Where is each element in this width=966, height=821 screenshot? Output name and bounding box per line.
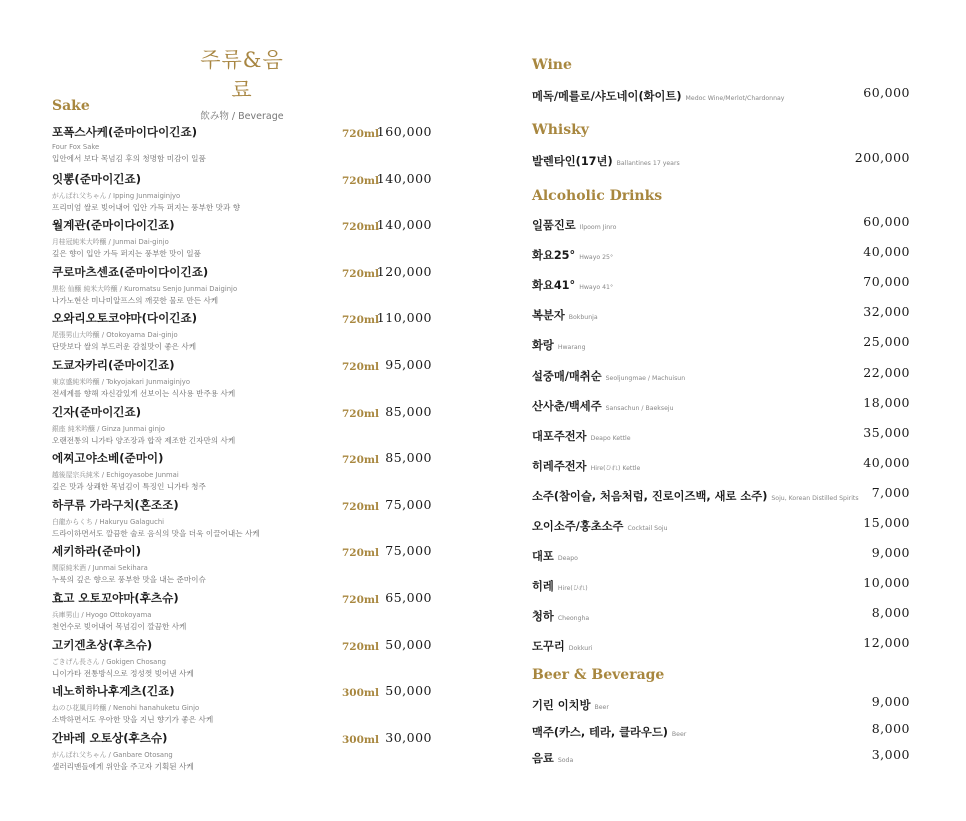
item-label [532,605,910,624]
item-description: 프리미엄 쌀로 빚어내어 입안 가득 퍼지는 풍부한 맛과 향 [52,202,241,212]
item-price: 12,000 [863,635,910,651]
item-japanese-name: 月桂冠純米大吟醸 / Junmai Dai-ginjo [52,238,169,247]
item-name: 하쿠류 가라구치(혼조조) [52,497,179,512]
item-description: 전세계를 향해 자신감있게 선보이는 식사용 반주용 사케 [52,389,236,398]
item-english-name: Hwayo 25° [579,254,614,262]
item-volume: 720ml [342,174,380,187]
item-volume: 720ml [342,314,380,327]
item-name: 청하 [532,610,554,624]
alcoholic-menu-item [532,274,910,292]
alcoholic-menu-item [532,455,910,473]
sake-heading: Sake [52,98,90,114]
item-name: 산사춘/백세주 [532,399,602,413]
item-label [532,425,910,444]
page-title-korean: 주류&음료 [200,48,284,102]
item-volume: 720ml [342,267,380,280]
item-label [532,485,910,504]
item-volume: 720ml [342,547,380,560]
item-english-name: Medoc Wine/Merlot/Chardonnay [685,95,785,102]
item-label [532,334,910,353]
item-price: 70,000 [863,274,910,290]
item-price: 120,000 [376,263,432,279]
sake-menu-item [52,683,432,729]
item-english-name: Bokbunja [568,314,598,322]
beer-menu-item [532,747,910,765]
item-volume: 720ml [342,361,380,373]
sake-menu-item [52,497,432,543]
item-japanese-name: Four Fox Sake [52,143,100,151]
item-label [532,274,910,293]
item-price: 110,000 [376,310,432,326]
item-name: 히레주전자 [532,459,587,473]
item-name: 화랑 [532,339,554,353]
item-english-name: Sansachun / Baekseju [605,404,674,412]
item-label [532,85,910,104]
item-price: 10,000 [863,575,910,591]
item-description: 드라이하면서도 깔끔한 술로 음식의 맛을 더욱 이끌어내는 사케 [52,528,260,538]
item-label [532,244,910,263]
sake-menu-item [52,264,432,310]
item-price: 60,000 [863,214,910,229]
item-english-name: Deapo Kettle [590,434,631,442]
item-price: 40,000 [863,454,910,470]
item-name: 오와리오토코야마(다이긴죠) [52,311,197,326]
item-description: 입안에서 보다 목넘김 후의 청명함 미감이 일품 [52,154,206,163]
item-label [532,365,910,384]
item-name: 오이소주/홍초소주 [532,520,624,533]
item-english-name: Ilpoom Jinro [579,224,617,231]
item-price: 50,000 [385,683,432,699]
item-price: 95,000 [385,357,432,372]
item-english-name: Deapo [557,555,578,563]
item-name: 설중매/매취순 [532,369,602,383]
item-english-name: Ballantines 17 years [616,160,680,167]
item-japanese-name: ねのひ花風月吟醸 / Nenohi hanahuketu Ginjo [52,704,200,713]
item-price: 35,000 [863,424,910,440]
whisky-menu-item [532,150,910,168]
beer-menu-item [532,694,910,712]
item-price: 9,000 [871,694,910,709]
item-japanese-name: ごきげん長さん / Gokigen Chosang [52,657,166,666]
item-name: 네노히하나후게츠(긴죠) [52,684,175,699]
item-japanese-name: 兵庫男山 / Hyogo Ottokoyama [52,611,152,619]
item-name: 잇뽕(준마이긴죠) [52,171,141,186]
item-price: 32,000 [863,304,910,320]
item-name: 도꾸리 [532,640,565,654]
item-japanese-name: 東京盛純米吟醸 / Tokyojakari Junmaiginjyo [52,378,190,386]
item-name: 맥주(카스, 테라, 클라우드) [532,725,668,739]
item-english-name: Seoljungmae / Machuisun [605,374,686,382]
item-label [532,214,910,233]
sake-menu-item [52,637,432,683]
item-name: 에찌고야소베(준마이) [52,451,164,466]
item-name: 일품진로 [532,219,576,232]
item-description: 깊은 향이 입안 가득 퍼지는 풍부한 맛이 일품 [52,249,201,259]
item-price: 8,000 [871,605,910,621]
whisky-heading: Whisky [532,122,589,138]
item-name: 고키겐초상(후츠슈) [52,637,153,652]
sake-menu-item [52,171,432,217]
sake-menu-item [52,543,432,589]
item-price: 25,000 [863,334,910,350]
item-name: 세키하라(준마이) [52,544,141,559]
item-price: 22,000 [863,364,910,380]
item-name: 발렌타인(17년) [532,155,613,168]
alcoholic-menu-item [532,334,910,352]
alcoholic-menu-item [532,365,910,383]
item-name: 쿠로마츠센죠(준마이다이긴죠) [52,264,209,279]
item-description: 단맛보다 쌀의 부드러운 감칠맛이 좋은 사케 [52,342,197,352]
item-label [532,575,910,594]
item-label [532,304,910,323]
item-volume: 720ml [342,594,380,606]
alcoholic-menu-item [532,635,910,653]
item-label [532,635,910,654]
alcoholic-menu-item [532,214,910,232]
item-volume: 720ml [342,128,380,140]
item-price: 85,000 [385,403,432,419]
alcoholic-menu-item [532,575,910,593]
item-name: 간바레 오토상(후츠슈) [52,730,168,745]
item-description: 나가노현산 미나미알프스의 깨끗한 물로 만든 사케 [52,295,219,305]
alcoholic-menu-item [532,395,910,413]
page-title [190,44,294,122]
item-name: 대포주전자 [532,429,587,443]
item-price: 50,000 [385,636,432,652]
item-name: 기린 이치방 [532,699,591,712]
item-japanese-name: 白龍からくち / Hakuryu Galaguchi [52,517,165,526]
item-name: 메독/메를로/샤도네이(화이트) [532,90,682,103]
item-name: 화요41° [532,279,576,293]
item-name: 긴자(준마이긴죠) [52,404,141,419]
item-price: 140,000 [376,217,432,233]
sake-menu-item [52,310,432,356]
item-label [532,395,910,414]
item-label [532,150,910,169]
item-price: 140,000 [376,170,432,186]
item-english-name: Beer [594,704,609,711]
item-name: 포폭스사케(준마이다이긴죠) [52,125,197,139]
item-price: 65,000 [385,590,432,605]
item-japanese-name: 越後屋宗兵純米 / Echigoyasobe Junmai [52,471,179,480]
alcoholic-menu-item [532,605,910,623]
item-description: 오랜전통의 니가타 양조장과 합작 제조한 긴자만의 사케 [52,435,236,445]
sake-menu-item [52,217,432,263]
item-volume: 300ml [342,733,380,746]
item-volume: 720ml [342,407,380,420]
wine-heading: Wine [532,57,572,73]
item-price: 40,000 [863,244,910,260]
item-price: 85,000 [385,450,432,466]
item-english-name: Soju, Korean Distilled Spirits [771,494,859,502]
item-price: 9,000 [871,545,910,561]
item-description: 샐러리맨들에게 위안을 주고자 기획된 사케 [52,761,194,771]
item-volume: 720ml [342,454,380,467]
item-price: 8,000 [871,720,910,736]
item-label [532,455,910,474]
sake-menu-item [52,124,432,170]
alcoholic-menu-item [532,485,910,503]
item-japanese-name: 尾張男山大吟醸 / Otokoyama Dai-ginjo [52,331,178,340]
sake-menu-item [52,590,432,636]
alcoholic-menu-item [532,425,910,443]
sake-menu-item [52,357,432,403]
item-price: 18,000 [863,394,910,410]
item-name: 소주(참이슬, 처음처럼, 진로이즈백, 새로 소주) [532,489,768,503]
item-price: 7,000 [871,484,910,500]
item-price: 200,000 [854,150,910,165]
item-english-name: Soda [557,757,574,764]
item-english-name: Dokkuri [568,645,593,653]
item-price: 30,000 [385,729,432,745]
alcoholic-menu-item [532,515,910,533]
item-volume: 720ml [342,640,380,653]
beer-menu-item [532,721,910,739]
item-name: 화요25° [532,249,576,263]
alcoholic-heading: Alcoholic Drinks [532,188,663,204]
item-price: 3,000 [871,747,910,762]
item-name: 복분자 [532,309,565,323]
item-description: 니이가타 전통방식으로 정성껏 빚어낸 사케 [52,668,194,678]
item-name: 대포 [532,550,554,564]
item-description: 누룩의 깊은 향으로 풍부한 맛을 내는 준마이슈 [52,575,206,585]
item-volume: 720ml [342,221,380,234]
item-volume: 300ml [342,687,380,700]
item-label [532,515,910,534]
item-english-name: Hire(ひれ) [557,585,588,593]
item-label [532,694,910,713]
item-name: 음료 [532,752,554,765]
item-price: 75,000 [385,496,432,512]
alcoholic-menu-item [532,304,910,322]
item-english-name: Hwayo 41° [579,284,614,292]
item-name: 도쿄자카리(준마이긴죠) [52,358,175,372]
item-name: 히레 [532,580,554,594]
item-volume: 720ml [342,500,380,513]
page-subtitle: 飲み物 / Beverage [200,111,284,122]
beer-heading: Beer & Beverage [532,667,665,683]
item-description: 소박하면서도 우아한 맛을 지닌 향기가 좋은 사케 [52,715,214,725]
item-english-name: Cocktail Soju [627,525,668,532]
item-price: 160,000 [376,124,432,139]
item-japanese-name: 銀座 純米吟醸 / Ginza Junmai ginjo [52,424,165,433]
item-label [532,545,910,564]
item-japanese-name: 関原純米酒 / Junmai Sekihara [52,564,148,573]
item-english-name: Hire(ひれ) Kettle [590,464,641,472]
sake-menu-item [52,730,432,776]
item-price: 60,000 [863,85,910,100]
wine-menu-item [532,85,910,103]
item-japanese-name: がんばれ父ちゃん / Ipping Junmaiginjyo [52,191,181,200]
alcoholic-menu-item [532,244,910,262]
item-japanese-name: 黒松 仙醸 純米大吟醸 / Kuromatsu Senjo Junmai Daiginjo [52,284,238,293]
item-price: 75,000 [385,543,432,559]
item-name: 월계관(준마이다이긴죠) [52,218,175,233]
item-japanese-name: がんばれ父ちゃん / Ganbare Otosang [52,750,173,759]
item-label [532,721,910,740]
item-label [532,747,910,766]
item-price: 15,000 [863,515,910,530]
alcoholic-menu-item [532,545,910,563]
item-description: 천연수로 빚어내어 목넘김이 깔끔한 사케 [52,622,187,631]
sake-menu-item [52,450,432,496]
sake-menu-item [52,404,432,450]
item-english-name: Beer [671,730,687,738]
item-english-name: Hwarang [557,344,586,352]
item-english-name: Cheongha [557,615,590,623]
item-name: 효고 오토꼬야마(후츠슈) [52,591,179,605]
item-description: 깊은 맛과 상쾌한 목넘김이 특징인 니가타 청주 [52,482,206,492]
